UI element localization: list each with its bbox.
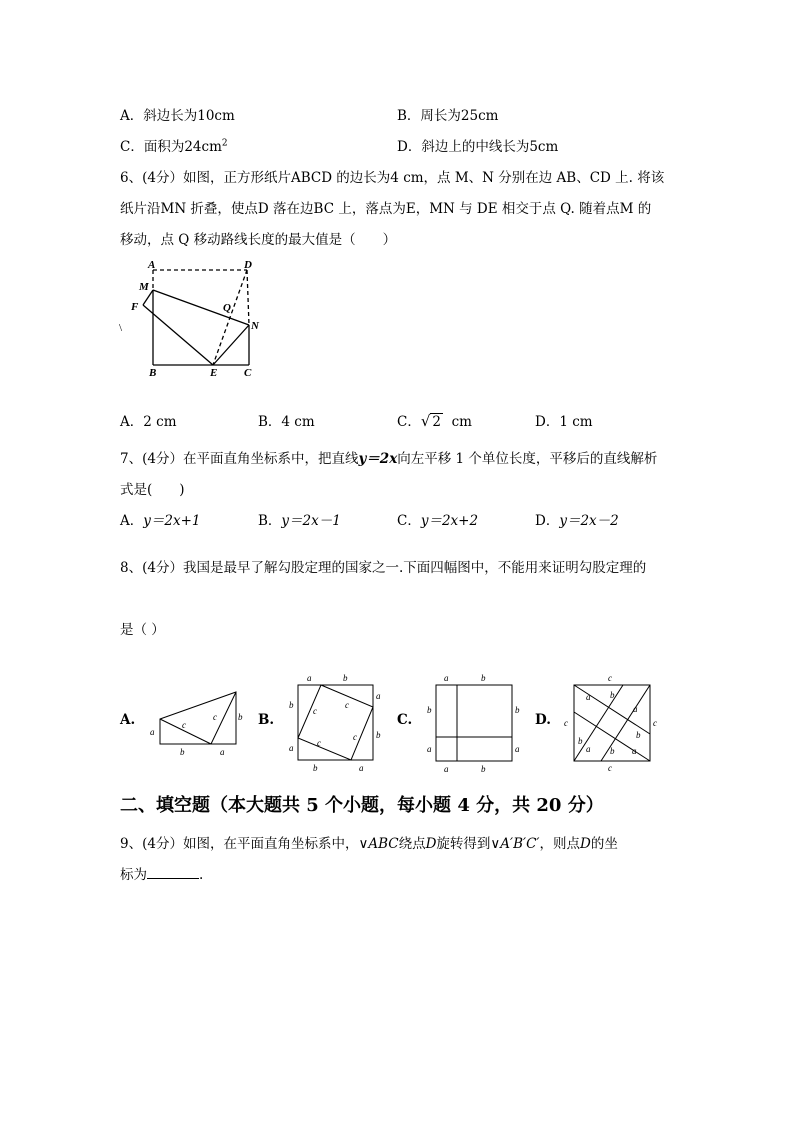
q8-fig-d-a4: a — [632, 746, 637, 756]
q7-option-b-label: B． — [258, 513, 282, 529]
q7-equation: y＝2x — [358, 451, 398, 467]
q6-option-c-unit: cm — [451, 414, 472, 430]
q9-triangle-abc-prime: ∨A′B′C′ — [490, 836, 540, 852]
q8-fig-d-c1: c — [608, 673, 612, 683]
q8-figure-c — [422, 672, 527, 776]
q8-fig-b-c1: c — [313, 706, 317, 716]
q8-fig-b-l7: b — [289, 700, 294, 710]
q8-fig-a-letter-a1: a — [150, 727, 155, 737]
q5-option-a: A．斜边长为10cm — [120, 108, 235, 124]
q6-option-c — [397, 410, 472, 430]
q8-fig-c-l7: a — [444, 764, 449, 774]
q8-fig-b-inner-square — [298, 685, 373, 760]
q8-label-c: C. — [397, 712, 413, 728]
q8-fig-d-b1: b — [610, 690, 615, 700]
q8-fig-c-l3: b — [427, 705, 432, 715]
q8-figure-b — [283, 672, 388, 776]
q8-fig-b-l1: a — [307, 673, 312, 683]
q7-option-d-text: y＝2x－2 — [559, 513, 619, 529]
q6-line-2: 纸片沿MN 折叠，使点D 落在边BC 上，落点为E，MN 与 DE 相交于点 Q. 随着点M 的 — [120, 201, 652, 217]
q8-label-d: D. — [535, 712, 551, 728]
q8-fig-a-letter-b2: b — [180, 747, 185, 757]
q6-label-slash: \ — [119, 322, 123, 334]
q6-label-e: E — [210, 367, 218, 379]
q8-fig-d-b4: b — [610, 746, 615, 756]
q5-option-c-sup: 2 — [221, 138, 228, 149]
q8-fig-d-c2: c — [564, 718, 568, 728]
q6-figure — [115, 255, 275, 380]
q8-fig-d-a3: a — [586, 744, 591, 754]
q7-option-d — [535, 509, 619, 529]
q8-fig-d-b2: b — [636, 730, 641, 740]
q6-option-a: A．2 cm — [120, 414, 177, 430]
q8-figure-a — [145, 682, 245, 762]
q8-fig-b-l2: b — [343, 673, 348, 683]
q9-line-1 — [120, 832, 618, 852]
q9-point-d-2: D — [580, 836, 591, 852]
q8-fig-c-l1: a — [444, 673, 449, 683]
q8-figure-d — [560, 672, 665, 776]
q6-option-c-label: C． — [397, 414, 421, 430]
q8-fig-b-l5: b — [313, 763, 318, 773]
q8-fig-b-c4: c — [317, 738, 321, 748]
q8-fig-d-diag-1 — [574, 685, 623, 761]
q6-option-b: B．4 cm — [258, 414, 315, 430]
q6-line-1: 6、(4分）如图，正方形纸片ABCD 的边长为4 cm，点 M、N 分别在边 AB、CD 上. 将该 — [120, 170, 665, 186]
q8-fig-a-trapezoid — [160, 692, 236, 744]
q8-fig-a-letter-c2: c — [213, 712, 217, 722]
q8-line-1: 8、(4分）我国是最早了解勾股定理的国家之一.下面四幅图中，不能用来证明勾股定理的 — [120, 560, 647, 576]
q6-label-q: Q — [223, 302, 231, 314]
q7-option-c-text: y＝2x+2 — [420, 513, 479, 529]
q8-fig-b-l3: a — [376, 691, 381, 701]
q9-answer-blank[interactable] — [147, 866, 199, 879]
q8-fig-d-a1: a — [586, 692, 591, 702]
q8-label-b: B. — [258, 712, 275, 728]
q6-option-c-radicand: 2 — [432, 414, 441, 430]
q7-line-1-a: 7、(4分）在平面直角坐标系中，把直线 — [120, 451, 359, 467]
q8-fig-b-l6: a — [359, 763, 364, 773]
q9-text-b: 绕点 — [398, 836, 426, 852]
q9-text-d: ，则点 — [539, 836, 580, 852]
q6-label-a: A — [148, 259, 156, 271]
q8-fig-d-b3: b — [578, 736, 583, 746]
q8-fig-d-a2: a — [633, 704, 638, 714]
q9-line-2 — [120, 863, 203, 883]
q8-fig-d-c4: c — [608, 763, 612, 773]
q9-text-a: 9、(4分）如图，在平面直角坐标系中， — [120, 836, 359, 852]
q8-fig-d-c3: c — [653, 718, 657, 728]
q8-fig-c-l2: b — [481, 673, 486, 683]
q6-edge-en — [213, 325, 249, 365]
q8-fig-c-outer-square — [436, 685, 512, 761]
q8-label-a: A. — [120, 712, 136, 728]
q7-option-c — [397, 509, 478, 529]
q6-label-c: C — [244, 367, 252, 379]
q6-option-d: D．1 cm — [535, 414, 593, 430]
q9-text-f: 标为 — [120, 867, 147, 883]
section-2-title: 二、填空题（本大题共 5 个小题，每小题 4 分，共 20 分） — [120, 795, 604, 816]
q6-label-m: M — [139, 281, 149, 293]
q8-fig-d-diag-3 — [601, 685, 650, 761]
q7-line-1 — [120, 447, 657, 467]
q5-option-d: D．斜边上的中线长为5cm — [397, 139, 559, 155]
q8-fig-c-l5: a — [427, 744, 432, 754]
q8-fig-b-c3: c — [353, 732, 357, 742]
q8-fig-b-l8: a — [289, 743, 294, 753]
q9-point-d: D — [425, 836, 437, 852]
q5-option-c — [120, 135, 228, 155]
q7-line-1-b: 向左平移 1 个单位长度，平移后的直线解析 — [397, 451, 658, 467]
q6-edge-dn — [247, 270, 249, 325]
q5-option-c-text: C．面积为24cm — [120, 139, 222, 155]
q6-label-d: D — [244, 259, 252, 271]
q7-option-d-label: D． — [535, 513, 560, 529]
q6-line-3: 移动，点 Q 移动路线长度的最大值是（ ） — [120, 232, 397, 248]
q6-label-f: F — [131, 301, 139, 313]
q8-fig-b-outer-square — [298, 685, 373, 760]
q8-line-2: 是（ ） — [120, 622, 165, 638]
q7-option-a-label: A． — [120, 513, 144, 529]
q7-line-2: 式是( ) — [120, 482, 185, 498]
q8-fig-c-l8: b — [481, 764, 486, 774]
q8-fig-c-l4: b — [515, 705, 520, 715]
q6-label-n: N — [251, 320, 259, 332]
q7-option-b — [258, 509, 341, 529]
q9-text-c: 旋转得到 — [436, 836, 491, 852]
sqrt-icon: √ — [420, 412, 431, 430]
q8-fig-a-letter-c1: c — [182, 720, 186, 730]
q9-text-g: . — [199, 867, 204, 883]
q8-fig-a-letter-a2: a — [220, 747, 225, 757]
q9-triangle-abc: ∨ABC — [358, 836, 399, 852]
q8-fig-b-l4: b — [376, 730, 381, 740]
q6-fold-mn — [153, 290, 249, 325]
q8-fig-b-c2: c — [345, 700, 349, 710]
q8-fig-a-letter-b1: b — [238, 712, 243, 722]
q7-option-c-label: C． — [397, 513, 421, 529]
q7-option-a — [120, 509, 200, 529]
q5-option-b: B．周长为25cm — [397, 108, 499, 124]
q7-option-b-text: y＝2x－1 — [281, 513, 341, 529]
q9-text-e: 的坐 — [590, 836, 618, 852]
q6-label-b: B — [149, 367, 157, 379]
q7-option-a-text: y＝2x+1 — [143, 513, 201, 529]
q8-fig-c-l6: a — [515, 744, 520, 754]
